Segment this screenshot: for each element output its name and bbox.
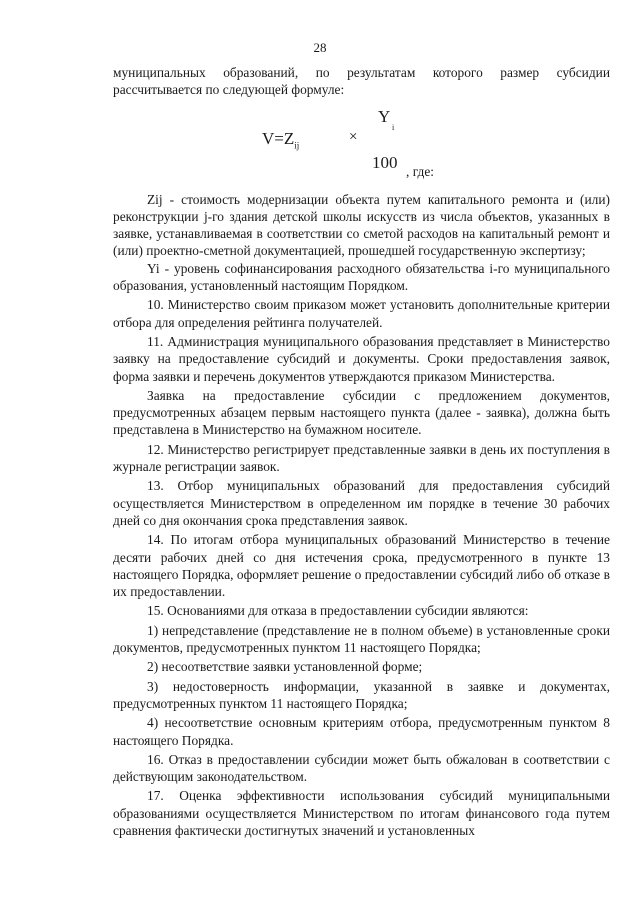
list-item-1: 1) непредставление (представление не в полном объеме) в установленные сроки документов, предусмотренных пунктом 11 настоящего Порядка; [113, 622, 610, 656]
formula-denominator: 100 [372, 152, 398, 172]
formula-numerator: Y [378, 106, 391, 126]
paragraph-10: 10. Министерство своим приказом может установить дополнительные критерии отбора для определения рейтинга получателей. [113, 297, 610, 330]
page-number: 28 [313, 40, 327, 55]
formula-times: × [349, 128, 358, 145]
subsidy-formula [113, 103, 610, 191]
intro-paragraph: муниципальных образований, по результатам которого размер субсидии рассчитывается по следующей формуле: [113, 65, 610, 98]
paragraph-13: 13. Отбор муниципальных образований для предоставления субсидий осуществляется Министерством в определенном им порядке в течение 30 рабочих дней со дня окончания срока представления заявок. [113, 478, 610, 528]
formula-lhs: $V=Z_{ij}$ [262, 128, 300, 150]
paragraph-17: 17. Оценка эффективности использования субсидий муниципальными образованиями осуществляется Министерством по итогам финансового года путем сравнения фактически достигнутых значений и установленных [113, 788, 610, 838]
paragraph-16: 16. Отказ в предоставлении субсидии может быть обжалован в соответствии с действующим законодательством. [113, 751, 610, 785]
paragraph-application: Заявка на предоставление субсидии с предложением документов, предусмотренных абзацем первым настоящего пункта (далее - заявка), должна быть представлена в Министерство на бумажном носителе. [113, 387, 610, 438]
paragraph-14: 14. По итогам отбора муниципальных образований Министерство в течение десяти рабочих дней со дня истечения срока, предусмотренного в пункте 13 настоящего Порядка, оформляет решение о предоставлении субсидий либо об отказе в их предоставлении. [113, 532, 610, 600]
list-item-4: 4) несоответствие основным критериям отбора, предусмотренным пунктом 8 настоящего Порядка. [113, 715, 610, 748]
paragraph-yi: Yi - уровень софинансирования расходного обязательства i-го муниципального образования, установленный настоящим Порядком. [113, 260, 610, 294]
list-item-2: 2) несоответствие заявки установленной форме; [147, 659, 423, 675]
document-body [113, 64, 610, 839]
paragraph-12: 12. Министерство регистрирует представленные заявки в день их поступления в журнале регистрации заявок. [113, 441, 610, 475]
formula-numerator-sub: i [392, 122, 395, 132]
formula-trailing: , где: [406, 163, 434, 179]
paragraph-15: 15. Основаниями для отказа в предоставлении субсидии являются: [147, 603, 529, 619]
list-item-3: 3) недостоверность информации, указанной в заявке и документах, предусмотренных пунктом 11 настоящего Порядка; [113, 678, 610, 711]
paragraph-zij: Zij - стоимость модернизации объекта путем капитального ремонта и (или) реконструкции j-го здания детской школы искусств из числа объектов, указанных в заявке, устанавливаемая в соответствии со сметой расходов на капитальный ремонт и (или) проектно-сметной документацией, прошедшей государственную экспертизу; [113, 191, 610, 259]
paragraph-11: 11. Администрация муниципального образования представляет в Министерство заявку на предоставление субсидий и документы. Сроки предоставления заявок, форма заявки и перечень документов утверждаются приказом Министерства. [113, 333, 610, 384]
